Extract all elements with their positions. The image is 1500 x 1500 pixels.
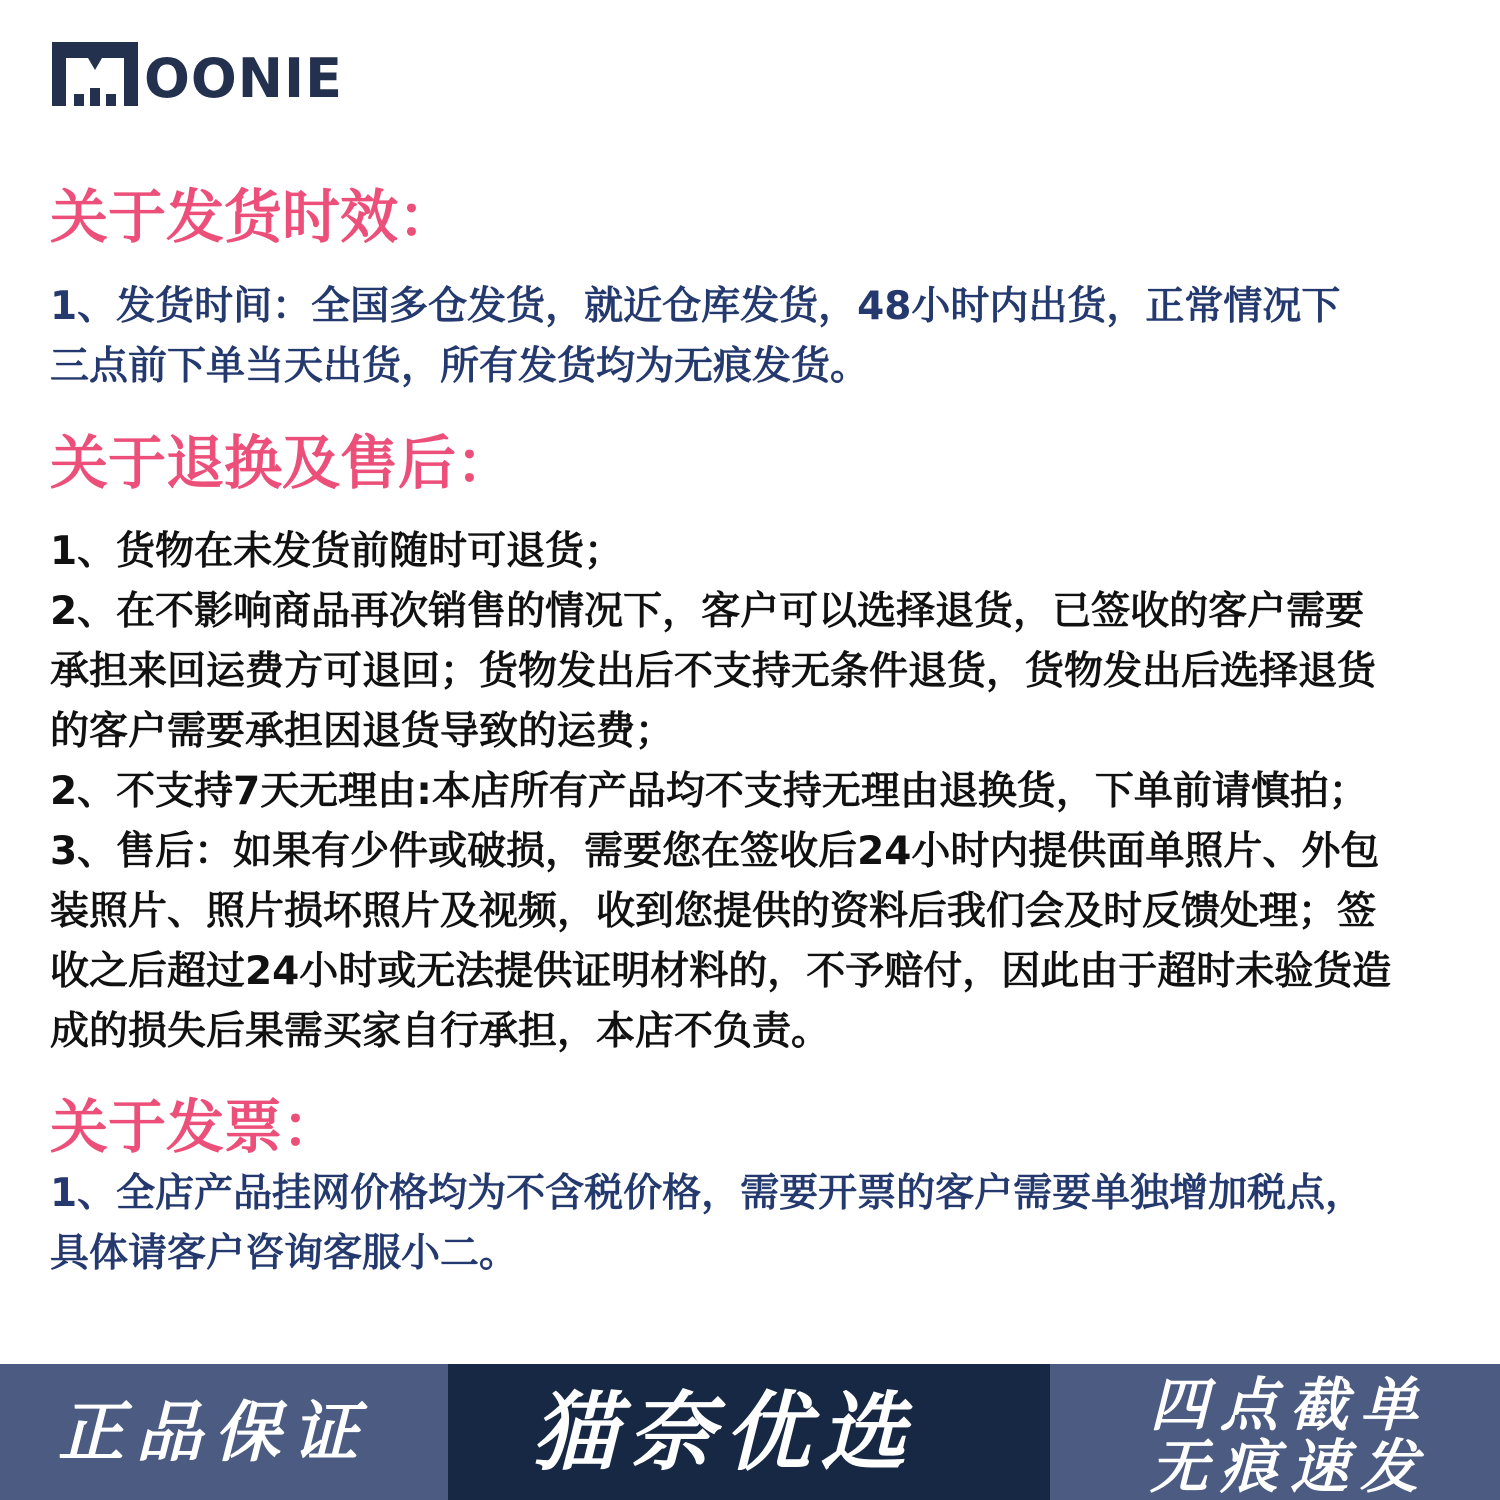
returns-line: 2、不支持7天无理由:本店所有产品均不支持无理由退换货，下单前请慎拍；: [50, 769, 1368, 814]
returns-line: 装照片、照片损坏照片及视频，收到您提供的资料后我们会及时反馈处理；签: [50, 889, 1377, 934]
footer-brand: [448, 1364, 1050, 1500]
footer-banner: [0, 1364, 1500, 1500]
shipping-line: 三点前下单当天出货，所有发货均为无痕发货。: [50, 344, 870, 389]
returns-line: 3、售后：如果有少件或破损，需要您在签收后24小时内提供面单照片、外包: [50, 829, 1380, 874]
footer-right-line1: 四点截单: [1150, 1371, 1431, 1439]
shipping-title: 关于发货时效：: [50, 183, 457, 251]
invoice-line: 具体请客户咨询客服小二。: [50, 1231, 519, 1276]
footer-right-line2: 无痕速发: [1150, 1433, 1431, 1500]
footer-brand-text: 猫奈优选: [532, 1383, 916, 1483]
invoice-line: 1、全店产品挂网价格均为不含税价格，需要开票的客户需要单独增加税点，: [50, 1171, 1365, 1216]
returns-title: 关于退换及售后：: [50, 429, 515, 497]
shipping-line: 1、发货时间：全国多仓发货，就近仓库发货，48小时内出货，正常情况下: [50, 284, 1341, 329]
shipping-paragraph: [50, 277, 1340, 397]
invoice-paragraph: [50, 1164, 1364, 1284]
returns-line: 的客户需要承担因退货导致的运费；: [50, 709, 675, 754]
logo-text: OONIE: [144, 47, 343, 110]
returns-line: 收之后超过24小时或无法提供证明材料的，不予赔付，因此由于超时未验货造: [50, 949, 1392, 994]
footer-left-text: 正品保证: [58, 1394, 370, 1471]
footer-shipping-promise: [1050, 1364, 1500, 1500]
footer-genuine-guarantee: [0, 1364, 448, 1500]
returns-line: 成的损失后果需买家自行承担，本店不负责。: [50, 1009, 831, 1054]
returns-line: 2、在不影响商品再次销售的情况下，客户可以选择退货，已签收的客户需要: [50, 589, 1365, 634]
brand-logo: [52, 40, 343, 110]
returns-line: 承担来回运费方可退回；货物发出后不支持无条件退货，货物发出后选择退货: [50, 649, 1377, 694]
invoice-title: 关于发票：: [50, 1093, 341, 1161]
returns-paragraph: [50, 522, 1391, 1062]
logo-m-icon: [52, 42, 138, 106]
returns-line: 1、货物在未发货前随时可退货；: [50, 529, 624, 574]
